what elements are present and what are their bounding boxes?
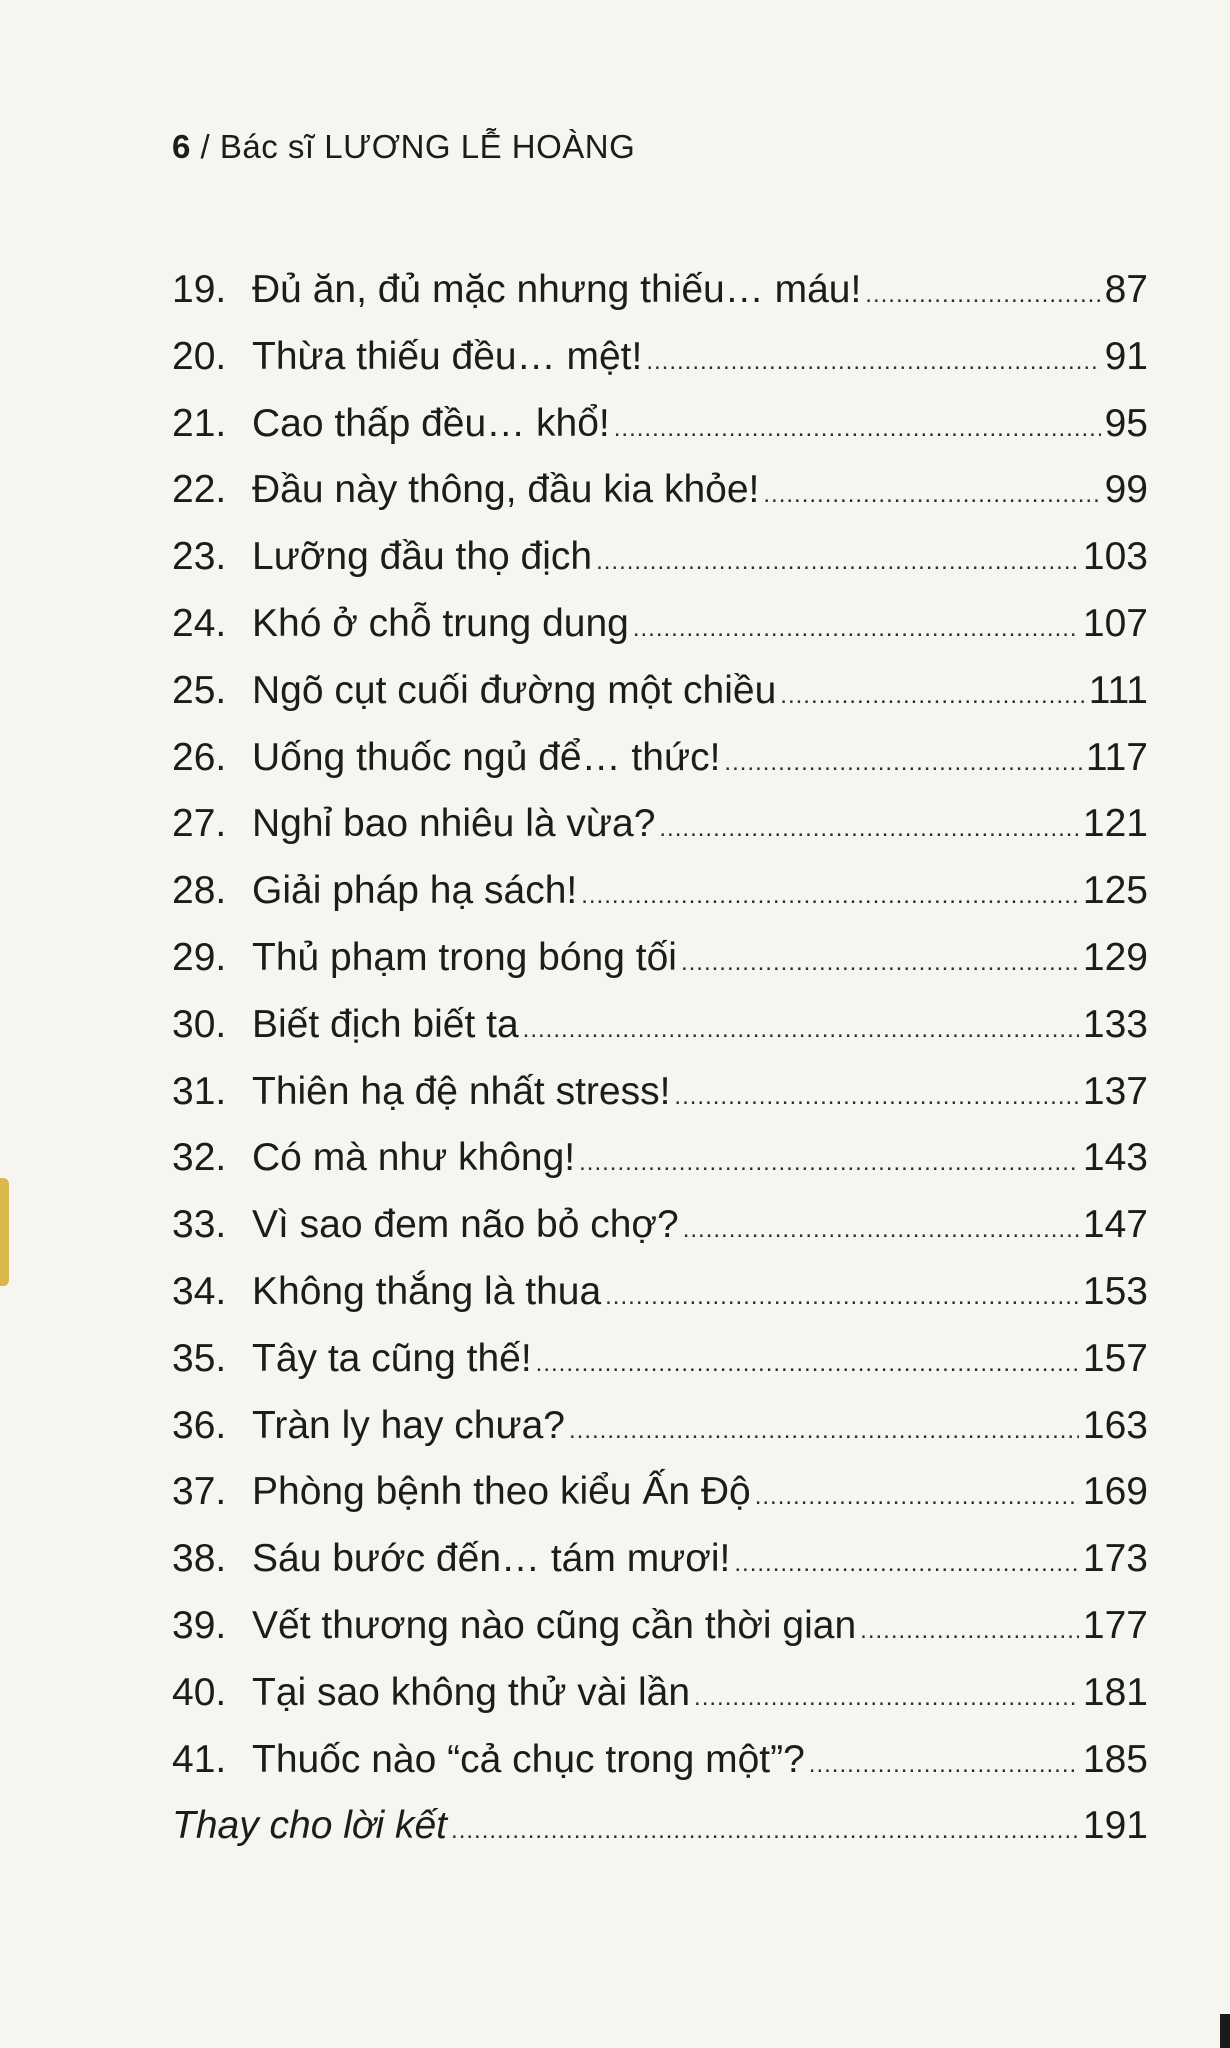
dot-leader: [683, 1216, 1079, 1244]
entry-number: 37.: [172, 1470, 227, 1514]
table-of-contents: [172, 268, 1148, 1871]
toc-entry: [172, 335, 1148, 402]
running-header: [172, 128, 635, 166]
toc-entry: [172, 535, 1148, 602]
entry-title: Cao thấp đều… khổ!: [252, 401, 610, 445]
entry-number: 20.: [172, 334, 227, 378]
entry-page: 103: [1082, 535, 1148, 579]
entry-number: 34.: [172, 1269, 227, 1313]
dot-leader: [614, 415, 1101, 443]
dot-leader: [659, 815, 1079, 843]
dot-leader: [860, 1617, 1079, 1645]
entry-page: 125: [1082, 869, 1148, 913]
toc-entry: [172, 602, 1148, 669]
toc-entry: [172, 1003, 1148, 1070]
dot-leader: [674, 1083, 1079, 1111]
header-separator: /: [190, 128, 220, 165]
entry-page: 95: [1104, 401, 1148, 445]
entry-title: Vì sao đem não bỏ chợ?: [252, 1203, 679, 1247]
entry-title: Không thắng là thua: [252, 1269, 602, 1313]
entry-page: 107: [1082, 601, 1148, 645]
dot-leader: [605, 1283, 1079, 1311]
entry-page: 163: [1082, 1403, 1148, 1447]
entry-title: Biết địch biết ta: [252, 1002, 519, 1046]
entry-page: 143: [1082, 1136, 1148, 1180]
dot-leader: [646, 348, 1100, 376]
entry-title: Tràn ly hay chưa?: [252, 1403, 565, 1447]
entry-number: 19.: [172, 268, 227, 311]
author-name: Bác sĩ LƯƠNG LỄ HOÀNG: [219, 128, 636, 165]
entry-page: 157: [1082, 1336, 1148, 1380]
entry-page: 99: [1104, 468, 1148, 512]
entry-page: 87: [1104, 268, 1148, 311]
entry-title: Đủ ăn, đủ mặc nhưng thiếu… máu!: [252, 268, 862, 311]
entry-number: 41.: [172, 1737, 227, 1781]
toc-entry: [172, 1136, 1148, 1203]
entry-number: 24.: [172, 601, 227, 645]
entry-title: Thiên hạ đệ nhất stress!: [252, 1069, 671, 1113]
entry-page: 169: [1082, 1470, 1148, 1514]
entry-title: Ngõ cụt cuối đường một chiều: [252, 668, 777, 712]
entry-page: 117: [1085, 735, 1148, 779]
entry-page: 133: [1082, 1002, 1148, 1046]
dot-leader: [734, 1550, 1079, 1578]
closing-page: 191: [1082, 1804, 1148, 1848]
entry-number: 39.: [172, 1603, 227, 1647]
entry-title: Thừa thiếu đều… mệt!: [252, 334, 643, 378]
dot-leader: [633, 615, 1079, 643]
dot-leader: [581, 882, 1079, 910]
dot-leader: [780, 682, 1084, 710]
entry-number: 38.: [172, 1537, 227, 1581]
entry-number: 26.: [172, 735, 227, 779]
dot-leader: [865, 281, 1100, 309]
entry-page: 177: [1082, 1603, 1148, 1647]
toc-entry: [172, 869, 1148, 936]
entry-number: 40.: [172, 1670, 227, 1714]
entry-title: Vết thương nào cũng cần thời gian: [252, 1603, 857, 1647]
toc-entry: [172, 1470, 1148, 1537]
entry-number: 22.: [172, 468, 227, 512]
toc-entry: [172, 1203, 1148, 1270]
toc-entry: [172, 1404, 1148, 1471]
toc-entry: [172, 468, 1148, 535]
entry-title: Nghỉ bao nhiêu là vừa?: [252, 802, 656, 846]
entry-title: Tây ta cũng thế!: [252, 1336, 532, 1380]
entry-number: 21.: [172, 401, 227, 445]
toc-entry: [172, 802, 1148, 869]
entry-page: 137: [1082, 1069, 1148, 1113]
entry-number: 33.: [172, 1203, 227, 1247]
entry-page: 121: [1082, 802, 1148, 846]
dot-leader: [755, 1483, 1079, 1511]
entry-title: Lưỡng đầu thọ địch: [252, 535, 593, 579]
dot-leader: [451, 1817, 1079, 1845]
dot-leader: [681, 949, 1079, 977]
dot-leader: [724, 749, 1081, 777]
entry-page: 153: [1082, 1269, 1148, 1313]
entry-page: 111: [1088, 668, 1148, 712]
entry-number: 30.: [172, 1002, 227, 1046]
dot-leader: [523, 1016, 1079, 1044]
closing-title: Thay cho lời kết: [172, 1804, 448, 1848]
entry-number: 36.: [172, 1403, 227, 1447]
entry-number: 28.: [172, 869, 227, 913]
toc-entry: [172, 1671, 1148, 1738]
entry-page: 147: [1082, 1203, 1148, 1247]
toc-entry: [172, 1070, 1148, 1137]
toc-entry: [172, 402, 1148, 469]
dot-leader: [809, 1751, 1079, 1779]
page-number: 6: [172, 128, 191, 165]
toc-entry: [172, 1738, 1148, 1805]
entry-title: Thuốc nào “cả chục trong một”?: [252, 1737, 805, 1781]
toc-entry: [172, 669, 1148, 736]
toc-entry: [172, 1604, 1148, 1671]
toc-closing-entry: [172, 1804, 1148, 1871]
page-corner-mark: [1220, 2014, 1230, 2048]
dot-leader: [569, 1417, 1079, 1445]
entry-page: 129: [1082, 935, 1148, 979]
toc-entry: [172, 268, 1148, 335]
entry-title: Khó ở chỗ trung dung: [252, 601, 629, 645]
entry-number: 32.: [172, 1136, 227, 1180]
dot-leader: [536, 1350, 1079, 1378]
dot-leader: [694, 1684, 1079, 1712]
entry-page: 185: [1082, 1737, 1148, 1781]
dot-leader: [579, 1149, 1079, 1177]
dot-leader: [763, 481, 1100, 509]
dot-leader: [596, 548, 1079, 576]
entry-title: Tại sao không thử vài lần: [252, 1670, 691, 1714]
toc-entry: [172, 736, 1148, 803]
page-edge-tab: [0, 1178, 9, 1286]
entry-number: 35.: [172, 1336, 227, 1380]
entry-page: 181: [1082, 1670, 1148, 1714]
entry-page: 173: [1082, 1537, 1148, 1581]
entry-number: 29.: [172, 935, 227, 979]
entry-number: 27.: [172, 802, 227, 846]
toc-entry: [172, 1337, 1148, 1404]
entry-title: Đầu này thông, đầu kia khỏe!: [252, 468, 760, 512]
entry-number: 25.: [172, 668, 227, 712]
toc-entry: [172, 936, 1148, 1003]
entry-title: Giải pháp hạ sách!: [252, 869, 578, 913]
entry-page: 91: [1104, 334, 1148, 378]
toc-entry: [172, 1537, 1148, 1604]
entry-number: 23.: [172, 535, 227, 579]
entry-title: Thủ phạm trong bóng tối: [252, 935, 677, 979]
entry-title: Uống thuốc ngủ để… thức!: [252, 735, 721, 779]
entry-title: Có mà như không!: [252, 1136, 576, 1180]
entry-title: Phòng bệnh theo kiểu Ấn Độ: [252, 1470, 751, 1514]
toc-entry: [172, 1270, 1148, 1337]
entry-number: 31.: [172, 1069, 227, 1113]
entry-title: Sáu bước đến… tám mươi!: [252, 1537, 731, 1581]
